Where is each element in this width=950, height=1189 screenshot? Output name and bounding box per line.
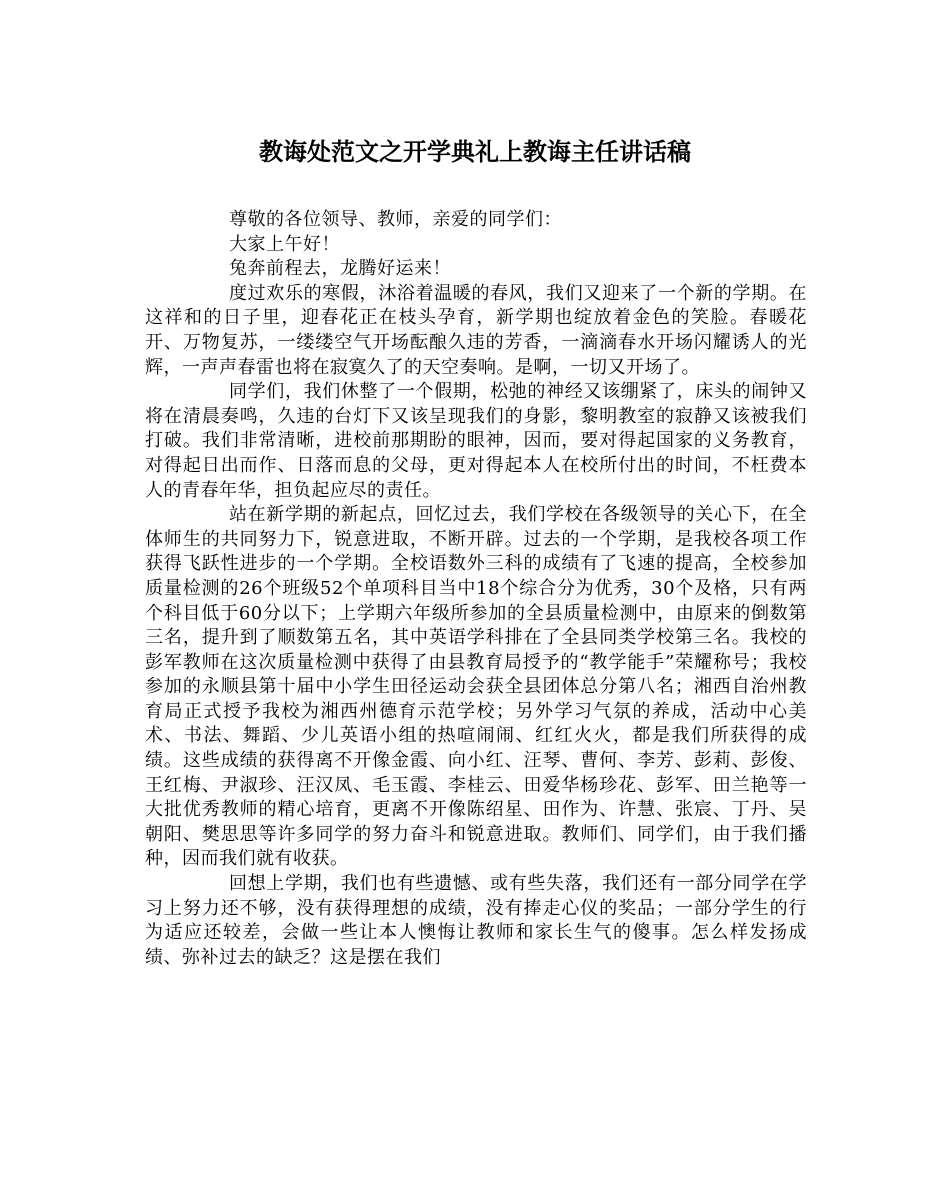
body-paragraph-2: 同学们，我们休整了一个假期，松弛的神经又该绷紧了，床头的闹钟又将在清晨奏鸣，久违的台灯下又该呈现我们的身影，黎明教室的寂静又该被我们打破。我们非常清晰，进校前那期盼的眼神，因而，要对得起国家的义务教育，对得起日出而作、日落而息的父母，更对得起本人在校所付出的时间，不枉费本人的青春年华，担负起应尽的责任。 — [145, 381, 807, 501]
slogan-paragraph: 兔奔前程去，龙腾好运来！ — [229, 258, 451, 280]
body-paragraph-4: 回想上学期，我们也有些遗憾、或有些失落，我们还有一部分同学在学习上努力还不够，没有获得理想的成绩，没有捧走心仪的奖品；一部分学生的行为适应还较差，会做一些让本人懊悔让教师和家长生气的傻事。怎么样发扬成绩、弥补过去的缺乏？这是摆在我们 — [145, 873, 807, 968]
greeting-paragraph: 大家上午好！ — [229, 233, 340, 255]
body-paragraph-1: 度过欢乐的寒假，沐浴着温暖的春风，我们又迎来了一个新的学期。在这祥和的日子里，迎春花正在枝头孕育，新学期也绽放着金色的笑脸。春暖花开、万物复苏，一缕缕空气开场酝酿久违的芳香，一滴滴春水开场闪耀诱人的光辉，一声声春雷也将在寂寞久了的天空奏响。是啊，一切又开场了。 — [145, 282, 807, 378]
document-body — [145, 208, 807, 970]
document-title: 教诲处范文之开学典礼上教诲主任讲话稿 — [259, 137, 691, 166]
salutation-paragraph: 尊敬的各位领导、教师，亲爱的同学们： — [229, 209, 562, 230]
body-paragraph-3: 站在新学期的新起点，回忆过去，我们学校在各级领导的关心下，在全体师生的共同努力下，锐意进取，不断开辟。过去的一个学期，是我校各项工作获得飞跃性进步的一个学期。全校语数外三科的成绩有了飞速的提高，全校参加质量检测的26个班级52个单项科目当中18个综合分为优秀，30个及格，只有两个科目低于60分以下；上学期六年级所参加的全县质量检测中，由原来的倒数第三名，提升到了顺数第五名，其中英语学科排在了全县同类学校第三名。我校的彭军教师在这次质量检测中获得了由县教育局授予的“教学能手”荣耀称号；我校参加的永顺县第十届中小学生田径运动会获全县团体总分第八名；湘西自治州教育局正式授予我校为湘西州德育示范学校；另外学习气氛的养成，活动中心美术、书法、舞蹈、少儿英语小组的热喧闹闹、红红火火，都是我们所获得的成绩。这些成绩的获得离不开像金霞、向小红、汪琴、曹何、李芳、彭莉、彭俊、王红梅、尹淑珍、汪汉凤、毛玉霞、李桂云、田爱华杨珍花、彭军、田兰艳等一大批优秀教师的精心培育，更离不开像陈绍星、田作为、许慧、张宸、丁丹、吴朝阳、樊思思等许多同学的努力奋斗和锐意进取。教师们、同学们，由于我们播种，因而我们就有收获。 — [145, 504, 807, 870]
